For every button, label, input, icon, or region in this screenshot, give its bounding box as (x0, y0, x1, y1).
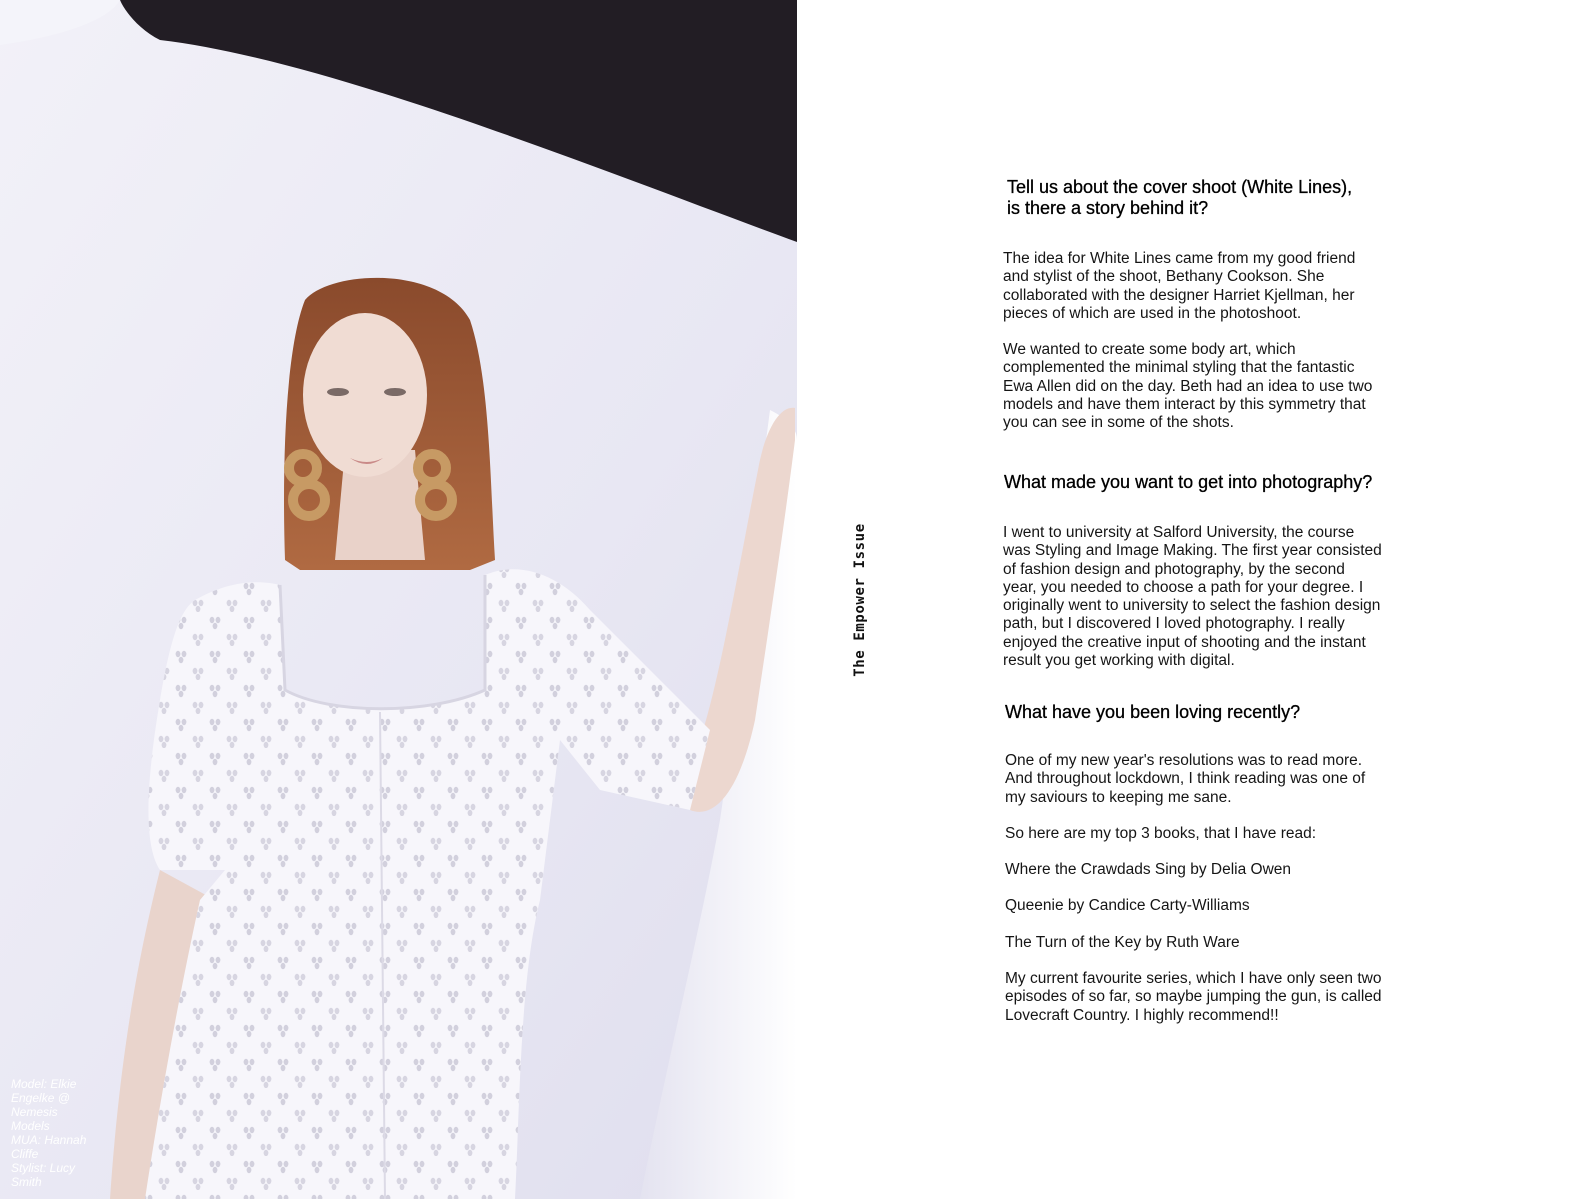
answer-line: Queenie by Candice Carty-Williams (1005, 897, 1250, 915)
book-item (1005, 897, 1382, 915)
cover-photo (0, 0, 797, 1199)
question-line: Tell us about the cover shoot (White Lines), (1007, 177, 1353, 197)
question-loving-recently (1005, 702, 1300, 723)
answer-line: enjoyed the creative input of shooting and the instant (1003, 633, 1366, 651)
answer-line: collaborated with the designer Harriet Kjellman, her (1003, 286, 1355, 304)
credit-line: Smith (11, 1175, 42, 1189)
answer-line: episodes of so far, so maybe jumping the gun, is called (1005, 988, 1382, 1006)
answer-line: Lovecraft Country. I highly recommend!! (1005, 1006, 1279, 1024)
credit-line: Model: Elkie (11, 1077, 77, 1091)
answer-paragraph (1005, 752, 1382, 807)
question-line: is there a story behind it? (1007, 198, 1209, 218)
answer-line: One of my new year's resolutions was to read more. (1005, 752, 1363, 769)
book-item (1005, 934, 1382, 952)
answer-line: The Turn of the Key by Ruth Ware (1005, 933, 1240, 951)
credit-line: MUA: Hannah (11, 1133, 87, 1147)
answer-line: originally went to university to select the fashion design (1003, 597, 1381, 615)
photo-illustration (0, 0, 797, 1199)
photo-credits (11, 1077, 101, 1189)
credit-line: Cliffe (11, 1147, 39, 1161)
question-cover-shoot (1007, 177, 1352, 219)
answer-line: path, but I discovered I loved photography. I really (1003, 615, 1345, 633)
answer-line: The idea for White Lines came from my good friend (1003, 250, 1356, 267)
answer-line: pieces of which are used in the photoshoot. (1003, 304, 1302, 322)
answer-line: Where the Crawdads Sing by Delia Owen (1005, 861, 1292, 879)
answer-paragraph (1003, 250, 1372, 323)
answer-line: was Styling and Image Making. The first year consisted (1003, 542, 1382, 560)
credit-line: Engelke @ (11, 1091, 70, 1105)
question-line: What made you want to get into photography? (1004, 472, 1373, 492)
answer-line: year, you needed to choose a path for your degree. I (1003, 578, 1364, 596)
answer-paragraph (1003, 341, 1372, 432)
answer-cover-shoot (1003, 250, 1372, 433)
answer-line: I went to university at Salford University, the course (1003, 524, 1355, 541)
credit-line: Nemesis (11, 1105, 58, 1119)
book-item (1005, 861, 1382, 879)
answer-line: my saviours to keeping me sane. (1005, 788, 1232, 806)
answer-paragraph (1005, 825, 1382, 843)
answer-line: and stylist of the shoot, Bethany Cookson. She (1003, 268, 1325, 286)
answer-paragraph (1005, 970, 1382, 1025)
answer-line: So here are my top 3 books, that I have read: (1005, 824, 1317, 842)
answer-line: models and have them interact by this symmetry that (1003, 396, 1366, 414)
answer-line: Ewa Allen did on the day. Beth had an idea to use two (1003, 377, 1373, 395)
answer-line: result you get working with digital. (1003, 652, 1235, 670)
answer-loving-recently (1005, 752, 1382, 1025)
credit-line: Models (11, 1119, 50, 1133)
question-line: What have you been loving recently? (1005, 702, 1301, 722)
answer-line: complemented the minimal styling that the fantastic (1003, 359, 1355, 377)
answer-line: My current favourite series, which I have only seen two (1005, 970, 1382, 988)
answer-photography (1003, 524, 1382, 670)
issue-title-vertical: The Empower Issue (852, 523, 868, 677)
answer-line: you can see in some of the shots. (1003, 414, 1234, 432)
answer-line: And throughout lockdown, I think reading was one of (1005, 770, 1366, 788)
question-photography (1004, 472, 1372, 493)
answer-line: We wanted to create some body art, which (1003, 341, 1296, 359)
answer-paragraph (1003, 524, 1382, 670)
answer-line: of fashion design and photography, by the second (1003, 560, 1345, 578)
credit-line: Stylist: Lucy (11, 1161, 76, 1175)
